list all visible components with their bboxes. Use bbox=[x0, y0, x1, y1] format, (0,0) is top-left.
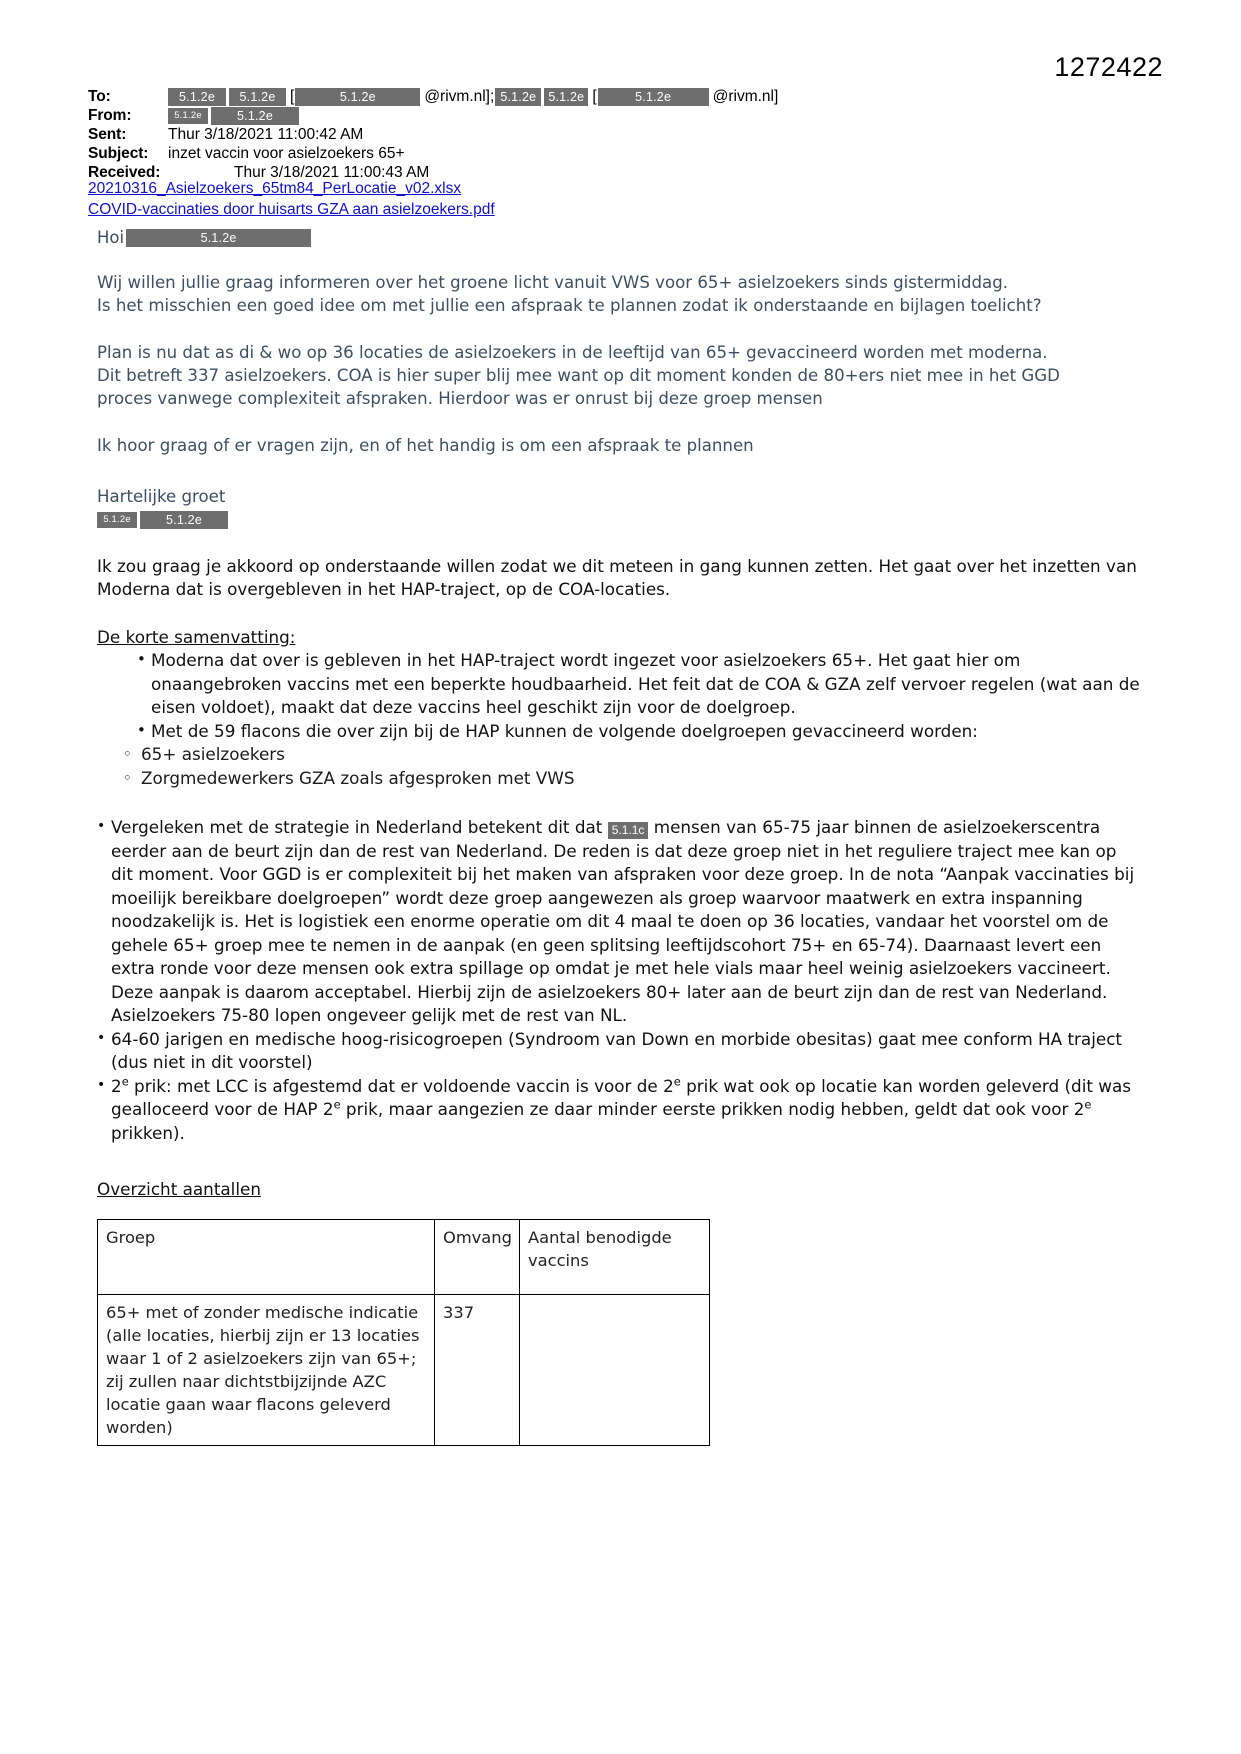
paragraph-tweede-prik bbox=[97, 1075, 1142, 1146]
paragraph-vergeleken bbox=[97, 816, 1142, 1028]
subject-value: inzet vaccin voor asielzoekers 65+ bbox=[168, 145, 405, 162]
to-redaction-8: 5.1.2e bbox=[598, 88, 709, 106]
para1-line1: Wij willen jullie graag informeren over het groene licht vanuit VWS voor 65+ asielzoekers sinds gistermiddag. bbox=[97, 273, 1009, 292]
to-text-9: @rivm.nl] bbox=[712, 88, 779, 105]
list-item: • Moderna dat over is gebleven in het HAP-traject wordt ingezet voor asielzoekers 65+. Het gaat hier om onaangebroken vaccins met een beperkte houdbaarheid. Het feit dat de COA & GZA zelf vervoer regelen (wat aan de eisen voldoet), maakt dat deze vaccins heel geschikt zijn voor de doelgroep. bbox=[97, 649, 1142, 720]
header-row-to bbox=[88, 88, 1158, 106]
long-bullet-pre: Vergeleken met de strategie in Nederland betekent dit dat bbox=[111, 817, 603, 837]
paragraph-64-60: • 64-60 jarigen en medische hoog-risicogroepen (Syndroom van Down en morbide obesitas) gaat mee conform HA traject (dus niet in dit voorstel) bbox=[97, 1028, 1142, 1075]
table-cell-groep: 65+ met of zonder medische indicatie (alle locaties, hierbij zijn er 13 locaties waar 1 of 2 asielzoekers zijn van 65+; zij zullen naar dichtstbijzijnde AZC locatie gaan waar flacons geleverd worden) bbox=[98, 1295, 435, 1446]
to-label: To: bbox=[88, 88, 111, 105]
table-row bbox=[98, 1295, 710, 1446]
to-redaction-3: 5.1.2e bbox=[295, 88, 420, 106]
summary-heading: De korte samenvatting: bbox=[97, 627, 296, 647]
signoff-block bbox=[97, 485, 1142, 529]
table-header-row bbox=[98, 1220, 710, 1295]
long-bullet-post: mensen van 65-75 jaar binnen de asielzoekerscentra eerder aan de beurt zijn dan de rest van Nederland. De reden is dat deze groep niet in het reguliere traject mee kan op dit moment. Voor GGD is er complexiteit bij het maken van afspraken voor deze groep. In de nota “Aanpak vaccinaties bij moeilijk bereikbare doelgroepen” wordt deze groep aangewezen als groep waarvoor maatwerk en extra inspanning noodzakelijk is. Het is logistiek een enorme operatie om dit 4 maal te doen op 36 locaties, vandaar het voorstel om de gehele 65+ groep mee te nemen in de aanpak (en geen splitsing leeftijdscohort 75+ en 65-74). Daarnaast levert een extra ronde voor deze mensen ook extra spillage op omdat je met hele vials maar heel weinig asielzoekers vaccineert. Deze aanpak is daarom acceptabel. Hierbij zijn de asielzoekers 80+ later aan de beurt zijn dan de rest van Nederland. Asielzoekers 75-80 lopen ongeveer gelijk met de rest van NL. bbox=[111, 817, 1135, 1025]
para2-line1: Plan is nu dat as di & wo op 36 locaties de asielzoekers in de leeftijd van 65+ gevaccineerd worden met moderna. bbox=[97, 343, 1048, 362]
prik-part-5: prikken). bbox=[111, 1122, 185, 1143]
to-redaction-6: 5.1.2e bbox=[544, 88, 588, 106]
overview-table bbox=[97, 1219, 710, 1446]
from-redaction-1: 5.1.2e bbox=[211, 107, 299, 125]
paragraph-akkoord: Ik zou graag je akkoord op onderstaande willen zodat we dit meteen in gang kunnen zetten. Het gaat over het inzetten van Moderna dat is overgebleven in het HAP-traject, op de COA-locaties. bbox=[97, 556, 1137, 599]
redaction-signoff-2: 5.1.2e bbox=[140, 511, 228, 529]
redaction-5-1-1c: 5.1.1c bbox=[608, 822, 649, 839]
email-body bbox=[97, 228, 1142, 1446]
header-row-subject bbox=[88, 145, 1158, 163]
to-redaction-0: 5.1.2e bbox=[168, 88, 226, 106]
table-header-omvang: Omvang bbox=[435, 1220, 520, 1295]
attachment-link-pdf[interactable]: COVID-vaccinaties door huisarts GZA aan asielzoekers.pdf bbox=[88, 201, 495, 218]
to-redaction-1: 5.1.2e bbox=[229, 88, 286, 106]
table-header-vaccins: Aantal benodigde vaccins bbox=[520, 1220, 710, 1295]
document-number: 1272422 bbox=[1054, 52, 1163, 82]
email-header bbox=[88, 88, 1158, 183]
prik-part-4: prik, maar aangezien ze daar minder eerste prikken nodig hebben, geldt dat ook voor 2 bbox=[340, 1099, 1085, 1119]
paragraph-vragen: Ik hoor graag of er vragen zijn, en of het handig is om een afspraak te plannen bbox=[97, 436, 754, 455]
prik-part-2: prik: met LCC is afgestemd dat er voldoende vaccin is voor de 2 bbox=[128, 1075, 674, 1096]
sent-value: Thur 3/18/2021 11:00:42 AM bbox=[168, 126, 364, 143]
greeting-text: Hoi bbox=[97, 228, 125, 247]
para2-line2: Dit betreft 337 asielzoekers. COA is hier super blij mee want op dit moment konden de 80+ers niet mee in het GGD bbox=[97, 366, 1060, 385]
list-item: ◦ Zorgmedewerkers GZA zoals afgesproken met VWS bbox=[97, 767, 1142, 791]
to-text-2: [ bbox=[290, 88, 295, 105]
header-row-sent bbox=[88, 126, 1158, 144]
summary-bullet-list bbox=[97, 649, 1142, 743]
para2-line3: proces vanwege complexiteit afspraken. Hierdoor was er onrust bij deze groep mensen bbox=[97, 389, 823, 408]
summary-sub-bullet-list bbox=[97, 743, 1142, 790]
table-heading: Overzicht aantallen bbox=[97, 1179, 261, 1199]
prik-sup-1: e bbox=[121, 1073, 129, 1088]
signoff-redactions bbox=[97, 511, 1142, 529]
paragraph-informeren bbox=[97, 271, 1142, 317]
list-item: • Met de 59 flacons die over zijn bij de HAP kunnen de volgende doelgroepen gevaccineerd worden: bbox=[97, 720, 1142, 744]
table-cell-omvang: 337 bbox=[435, 1295, 520, 1446]
prik-sup-4: e bbox=[1084, 1097, 1092, 1112]
greeting-line bbox=[97, 228, 1142, 247]
received-value: Thur 3/18/2021 11:00:43 AM bbox=[234, 164, 430, 181]
redaction-greeting: 5.1.2e bbox=[126, 229, 311, 247]
header-row-from bbox=[88, 107, 1158, 125]
redaction-signoff-1: 5.1.2e bbox=[97, 512, 137, 528]
prik-sup-3: e bbox=[333, 1097, 341, 1112]
from-redaction-0: 5.1.2e bbox=[168, 108, 208, 124]
subject-label: Subject: bbox=[88, 145, 149, 162]
para1-line2: Is het misschien een goed idee om met jullie een afspraak te plannen zodat ik onderstaande en bijlagen toelicht? bbox=[97, 296, 1042, 315]
attachment-link-xlsx[interactable]: 20210316_Asielzoekers_65tm84_PerLocatie_v02.xlsx bbox=[88, 180, 462, 197]
signoff-text: Hartelijke groet bbox=[97, 487, 226, 506]
prik-part-1: 2 bbox=[111, 1075, 122, 1096]
prik-part-3: prik wat ook op locatie kan worden geleverd (dit was gealloceerd voor de HAP 2 bbox=[111, 1075, 1132, 1119]
attachment-list bbox=[88, 178, 495, 220]
received-label: Received: bbox=[88, 164, 161, 181]
table-header-groep: Groep bbox=[98, 1220, 435, 1295]
prik-sup-2: e bbox=[673, 1073, 681, 1088]
table-cell-vaccins bbox=[520, 1295, 710, 1446]
from-label: From: bbox=[88, 107, 132, 124]
to-text-4: @rivm.nl]; bbox=[424, 88, 495, 105]
to-redaction-5: 5.1.2e bbox=[495, 88, 541, 106]
to-value bbox=[168, 88, 779, 106]
list-item: ◦ 65+ asielzoekers bbox=[97, 743, 1142, 767]
paragraph-plan bbox=[97, 341, 1142, 410]
to-text-7: [ bbox=[592, 88, 597, 105]
sent-label: Sent: bbox=[88, 126, 127, 143]
from-value bbox=[168, 107, 302, 125]
